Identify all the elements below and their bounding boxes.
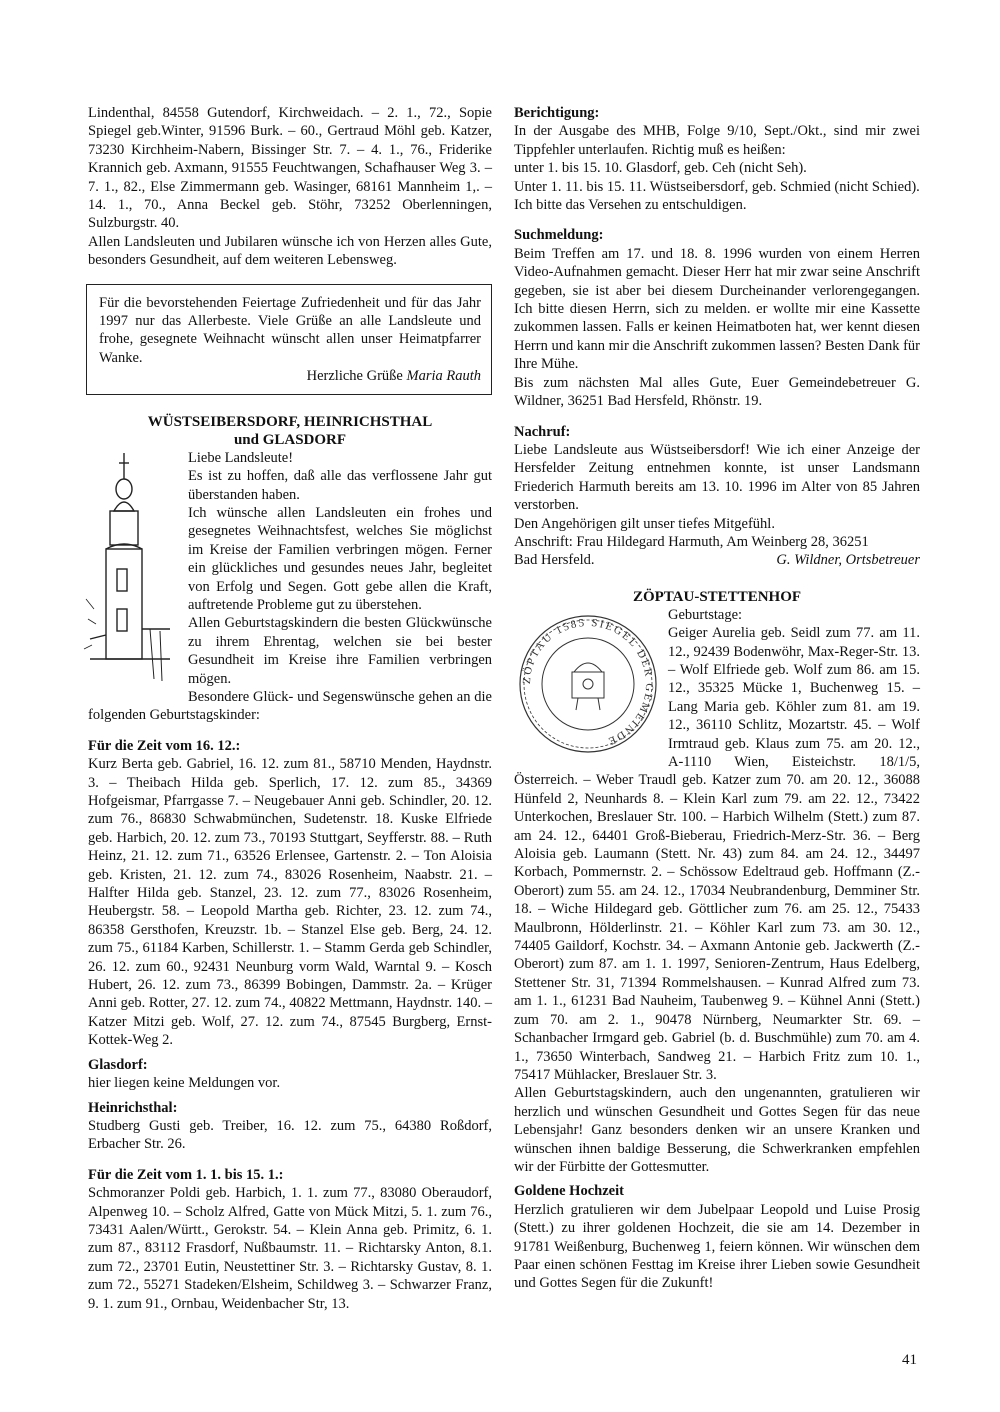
- berichtigung-line-0: In der Ausgabe des MHB, Folge 9/10, Sept./Okt., sind mir zwei Tippfehler unterlaufen. Richtig muß es heißen:: [514, 123, 920, 158]
- left-column: [88, 104, 492, 1313]
- nachruf-line-1: Den Angehörigen gilt unser tiefes Mitgefühl.: [514, 515, 775, 532]
- church-illustration: [80, 449, 180, 693]
- period1-text: Kurz Berta geb. Gabriel, 16. 12. zum 81., 58710 Menden, Haydnstr. 3. – Theibach Hilda geb. Sperlich, 17. 12. zum 85., 34369 Hofgeismar, Pfarrgasse 7. – Neugebauer Anni geb. Schindler, 20. 12. zum 76., 86830 Schwabmünchen, Sudetenstr. 18. Kuske Elfriede geb. Harbich, 20. 12. zum 73., 70193 Stuttgart, Seyfferstr. 88. – Ruth Heinz, 21. 12. zum 71., 63526 Erlensee, Gartenstr. 2. – Ton Aloisia geb. Kristen, 21. 12. zum 74., 83026 Rosenheim, Naabstr. 21. – Halfter Hilda geb. Stanzel, 23. 12. zum 77., 83026 Rosenheim, Heubergstr. 58. – Leopold Martha geb. Richter, 23. 12. zum 74., 86358 Gersthofen, Kreuzstr. 1b. – Stanzel Else geb. Berg, 24. 12. zum 75., 61184 Karben, Schillerstr. 1. – Stamm Gerda geb Schindler, 26. 12. zum 60., 92431 Neunburg vorm Wald, Warntal 9. – Kosch Hubert, 26. 12. zum 73., 86399 Bobingen, Dammstr. 2a. – Krüger Anni geb. Rotter, 27. 12. zum 74., 40822 Mettmann, Haydnstr. 140. – Katzer Mitzi geb. Wolf, 27. 12. zum 74., 87545 Burgberg, Ernst-Kottek-Weg 2.: [88, 756, 492, 1049]
- seal-text: ZÖPTAU 1585 SIEGEL DER GEMEINDE: [520, 616, 656, 748]
- greeting-box: [86, 284, 492, 395]
- intro-wishes: Allen Landsleuten und Jubilaren wünsche ich von Herzen alles Gute, besonders Gesundheit, auf dem weiteren Lebensweg.: [88, 233, 492, 269]
- hochzeit-heading: Goldene Hochzeit: [514, 1183, 624, 1200]
- greeting-line-2: Ich wünsche allen Landsleuten ein frohes und gesegnetes Weihnachtsfest, welches Sie möglichst im Kreise der Familien verbringen mögen. Ferner ein glückliches und gesundes neues Jahr, begleitet von Erfolg und Segen. Gott gebe allen die Kraft, auftretende Probleme gut zu überstehen.: [188, 504, 492, 613]
- heinrichsthal-heading: Heinrichsthal:: [88, 1099, 178, 1116]
- section-title: WÜSTSEIBERSDORF, HEINRICHSTHAL und GLASDORF: [147, 413, 433, 448]
- suchmeldung-line-0: Beim Treffen am 17. und 18. 8. 1996 wurden von einem Herren Video-Aufnahmen gemacht. Dieser Herr hat mir zwar seine Anschrift gegeben, sie ist aber bei diesem Durcheinander verlorengegangen. Ich bitte diesen Herrn, sich zu melden. er wollte mir eine Kassette zukommen lassen. Falls er keinen Heimatboten hat, wer kennt diesen Herrn und kann mir die Anschrift zukommen lassen? Besten Dank für Ihre Mühe.: [514, 245, 920, 373]
- greeting-salutation: Liebe Landsleute!: [188, 449, 294, 466]
- hochzeit-text: Herzlich gratulieren wir dem Jubelpaar Leopold und Luise Prosig (Stett.) zu ihrer goldenen Hochzeit, die sie am 14. Dezember in 91781 Weißenburg, Buchenweg 1, feiern können. Wir wünschen dem Paar einen schönen Festtag im Kreise ihrer Lieben sowie Gesundheit und Gottes Segen für die Zukunft!: [514, 1201, 920, 1292]
- seal-image: [514, 614, 662, 754]
- berichtigung-heading: Berichtigung:: [514, 105, 600, 121]
- berichtigung-line-2: Unter 1. 11. bis 15. 11. Wüstseibersdorf, geb. Schmied (nicht Schied).: [514, 178, 920, 195]
- zoeptau-label: Geburtstage:: [668, 606, 743, 623]
- zoeptau-closing: Allen Geburtstagskindern, auch den ungenannten, gratulieren wir herzlich und wünschen Gesundheit und Gottes Segen für das neue Lebensjahr! Ganz besonders denken wir an unsere Kranken und wünschen ihnen baldige Besserung, die Schwerkranken empfehlen wir der Fürbitte der Gottesmutter.: [514, 1085, 920, 1175]
- zoeptau-birthdays: Geiger Aurelia geb. Seidl zum 77. am 11. 12., 92439 Bodenwöhr, Max-Reger-Str. 13. – Wolf Elfriede geb. Wolf zum 86. am 15. 12., 35325 Mücke 1, Buchenweg 15. – Lang Maria geb. Köhler zum 81. am 19. 12., 36110 Schlitz, Mozartstr. 45. – Wolf Irmtraud geb. Klaus zum 75. am 20. 12., A-1110 Wien, Eisteichstr. 18/1/5, Österreich. – Weber Traudl geb. Katzer zum 70. am 20. 12., 36088 Hünfeld 2, Neunhards 8. – Klein Karl zum 79. am 22. 12., 73422 Unterkochen, Breslauer Str. 100. – Harbich Wilhelm (Stett.) zum 87. am 24. 12., 64401 Groß-Bieberau, Friedrich-Merz-Str. 36. – Berg Aloisia geb. Laumann (Stett. Nr. 43) zum 84. am 24. 12., 34497 Korbach, Pommernstr. 2. – Schössow Edeltraud geb. Hoffmann (Z.-Oberort) zum 55. am 24. 12., 17034 Neubrandenburg, Demminer Str. 18. – Wiche Hildegard geb. Göttlicher zum 76. am 25. 12., 75433 Maulbronn, Hölderlinstr. 21. – Köhler Karl zum 73. am 30. 12., 74405 Gaildorf, Kochstr. 34. – Axmann Antonie geb. Jackwerth (Z.-Oberort) zum 87. am 1. 1. 1997, Senioren-Zentrum, Haus Edelberg, Stettener Str. 31, 71394 Rommelshausen. – Kunrad Alfred zum 73. am 1. 1., 61231 Bad Nauheim, Taubenweg 9. – Kühnel Anni (Stett.) zum 70. am 2. 1., 90478 Nürnberg, Neumarkter Str. 69. – Schanbacher Irmgard geb. Gabriel (b. d. Buschmühle) zum 70. am 4. 1., 73650 Winterbach, Sandweg 21. – Harbich Fritz zum 10. 1., 75417 Mühlacker, Breslauer Str. 3.: [514, 625, 920, 1083]
- page-number: 41: [902, 1352, 917, 1368]
- box-signature-name: Maria Rauth: [406, 368, 481, 385]
- intro-paragraph: Lindenthal, 84558 Gutendorf, Kirchweidach. – 2. 1., 72., Sopie Spiegel geb.Winter, 91596 Burk. – 60., Gertraud Möhl geb. Katzer, 73230 Kirchheim-Nabern, Bissinger Str. 7. – 4. 1., 76., Friderike Krannich geb. Axmann, 91555 Feuchtwangen, Schafhauser Weg 3. – 7. 1., 82., Else Zimmermann geb. Wasinger, 68161 Mannheim 1,. – 14. 1., 70., Anna Beckel geb. Stöhr, 73252 Oberlenningen, Sulzburgstr. 40.: [88, 105, 492, 232]
- greeting-line-4: Besondere Glück- und Segenswünsche gehen an die folgenden Geburtstagskinder:: [88, 688, 492, 724]
- period2-heading: Für die Zeit vom 1. 1. bis 15. 1.:: [88, 1166, 284, 1183]
- nachruf-line-2: Anschrift: Frau Hildegard Harmuth, Am Weinberg 28, 36251: [514, 533, 869, 550]
- heinrichsthal-text: Studberg Gusti geb. Treiber, 16. 12. zum 75., 64380 Roßdorf, Erbacher Str. 26.: [88, 1117, 492, 1153]
- suchmeldung-line-1: Bis zum nächsten Mal alles Gute, Euer Gemeindebetreuer G. Wildner, 36251 Bad Hersfeld, Rhönstr. 19.: [514, 374, 920, 410]
- box-signature: Herzliche Grüße Maria Rauth: [306, 368, 481, 385]
- right-column: [514, 104, 920, 1293]
- berichtigung-line-1: unter 1. bis 15. 10. Glasdorf, geb. Ceh (nicht Seh).: [514, 160, 807, 177]
- zoeptau-title: ZÖPTAU-STETTENHOF: [632, 588, 802, 605]
- suchmeldung-heading: Suchmeldung:: [514, 227, 604, 244]
- glasdorf-heading: Glasdorf:: [88, 1056, 148, 1073]
- period1-heading: Für die Zeit vom 16. 12.:: [88, 737, 241, 754]
- glasdorf-text: hier liegen keine Meldungen vor.: [88, 1075, 281, 1092]
- nachruf-heading: Nachruf:: [514, 423, 571, 440]
- greeting-line-3: Allen Geburtstagskindern die besten Glückwünsche zu ihrem Ehrentag, welchen sie bei bester Gesundheit im Kreise ihre Familien verbringen mögen.: [188, 615, 492, 687]
- greeting-line-1: Es ist zu hoffen, daß alle das verflossene Jahr gut überstanden haben.: [188, 468, 492, 503]
- nachruf-signature: Bad Hersfeld. G. Wildner, Ortsbetreuer: [514, 552, 920, 569]
- period2-text: Schmoranzer Poldi geb. Harbich, 1. 1. zum 77., 83080 Oberaudorf, Alpenweg 10. – Scholz Alfred, Gatte von Mück Mitzi, 5. 1. zum 76., 73431 Aalen/Württ., Gerokstr. 54. – Klein Anna geb. Primitz, 6. 1. zum 87., 83112 Frasdorf, Nußbaumstr. 11. – Richtarsky Anton, 8.1. zum 72., 23701 Eutin, Neustettiner Str. 3. – Richtarsky Gustav, 8. 1. zum 72., 55271 Stadeken/Elsheim, Schildweg 3. – Schwarzer Franz, 9. 1. zum 91., Ornbau, Weidenbacher Str, 13.: [88, 1185, 492, 1312]
- box-text: Für die bevorstehenden Feiertage Zufriedenheit und für das Jahr 1997 nur das Allerbeste. Viele Grüße an alle Landsleute und frohe, gesegnete Weihnacht wünscht allen unser Heimatpfarrer Wanke.: [99, 294, 481, 366]
- nachruf-line-0: Liebe Landsleute aus Wüstseibersdorf! Wie ich einer Anzeige der Hersfelder Zeitung entnehmen konnte, ist unser Landsmann Friederich Harmuth bereits am 13. 10. 1996 im Alter von 85 Jahren verstorben.: [514, 441, 920, 514]
- berichtigung-line-3: Ich bitte das Versehen zu entschuldigen.: [514, 197, 747, 214]
